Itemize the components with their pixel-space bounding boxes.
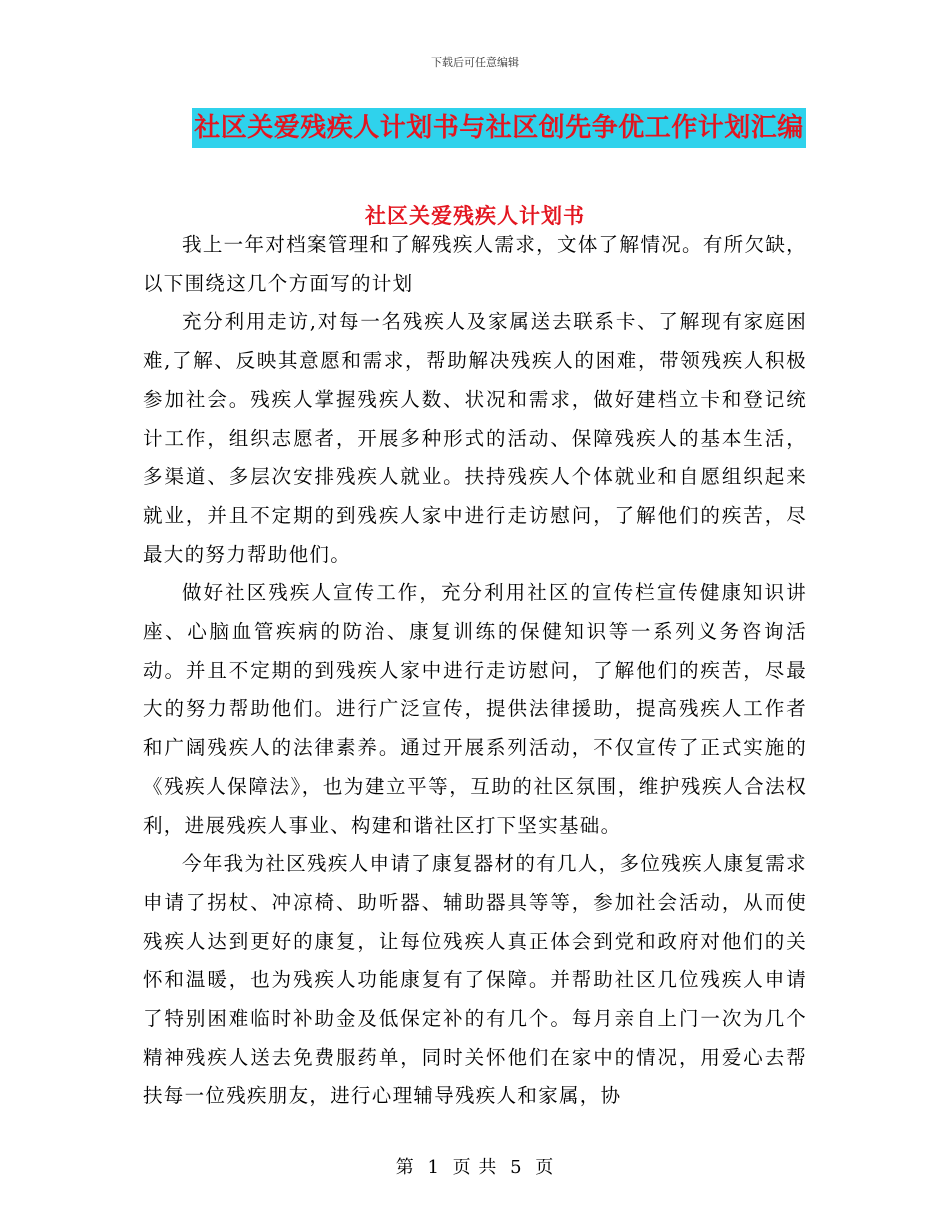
footer-suffix: 页 <box>535 1157 555 1178</box>
footer-middle: 页 共 <box>452 1157 498 1178</box>
document-title: 社区关爱残疾人计划书与社区创先争优工作计划汇编 <box>192 108 806 148</box>
footer-page-number: 1 <box>427 1157 440 1178</box>
document-title-wrapper <box>0 108 950 148</box>
paragraph-1: 我上一年对档案管理和了解残疾人需求，文体了解情况。有所欠缺，以下围绕这几个方面写的计划 <box>143 233 807 295</box>
section-title: 社区关爱残疾人计划书 <box>365 204 585 228</box>
paragraph-2: 充分利用走访,对每一名残疾人及家属送去联系卡、了解现有家庭困难,了解、反映其意愿和需求，帮助解决残疾人的困难，带领残疾人积极参加社会。残疾人掌握残疾人数、状况和需求，做好建档立卡和登记统计工作，组织志愿者，开展多种形式的活动、保障残疾人的基本生活，多渠道、多层次安排残疾人就业。扶持残疾人个体就业和自愿组织起来就业，并且不定期的到残疾人家中进行走访慰问，了解他们的疾苦，尽最大的努力帮助他们。 <box>143 310 807 566</box>
header-note: 下载后可任意编辑 <box>431 56 519 69</box>
paragraph-4: 今年我为社区残疾人申请了康复器材的有几人，多位残疾人康复需求申请了拐杖、冲凉椅、助听器、辅助器具等等，参加社会活动，从而使残疾人达到更好的康复，让每位残疾人真正体会到党和政府对他们的关怀和温暖，也为残疾人功能康复有了保障。并帮助社区几位残疾人申请了特别困难临时补助金及低保定补的有几个。每月亲自上门一次为几个精神残疾人送去免费服药单，同时关怀他们在家中的情况，用爱心去帮扶每一位残疾朋友，进行心理辅导残疾人和家属，协 <box>143 852 807 1108</box>
page-footer <box>0 1153 950 1179</box>
paragraph-3: 做好社区残疾人宣传工作，充分利用社区的宣传栏宣传健康知识讲座、心脑血管疾病的防治、康复训练的保健知识等一系列义务咨询活动。并且不定期的到残疾人家中进行走访慰问，了解他们的疾苦，尽最大的努力帮助他们。进行广泛宣传，提供法律援助，提高残疾人工作者和广阔残疾人的法律素养。通过开展系列活动，不仅宣传了正式实施的《残疾人保障法》，也为建立平等，互助的社区氛围，维护残疾人合法权利，进展残疾人事业、构建和谐社区打下坚实基础。 <box>143 581 807 837</box>
footer-total-pages: 5 <box>510 1157 523 1178</box>
footer-prefix: 第 <box>395 1157 415 1178</box>
document-body <box>143 226 807 1116</box>
